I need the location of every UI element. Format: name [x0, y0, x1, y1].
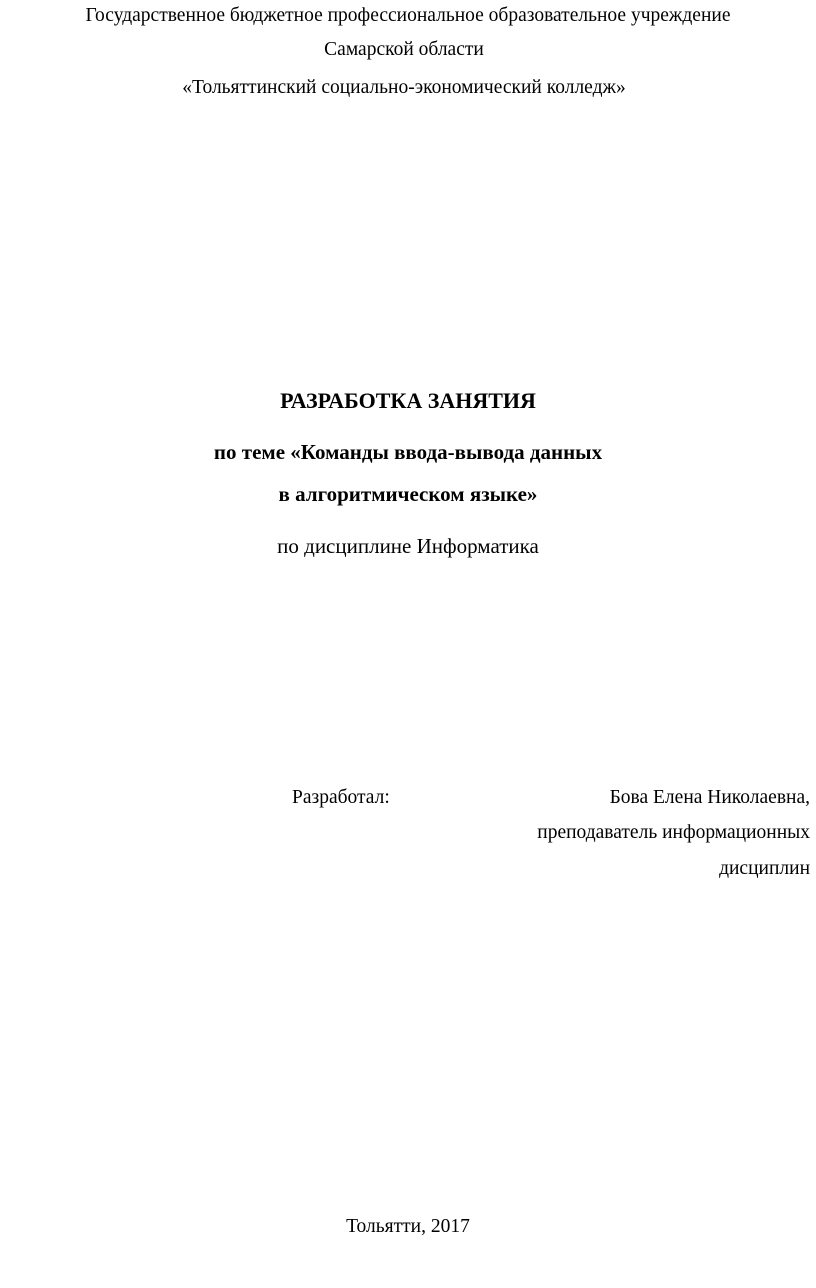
topic-line-2: в алгоритмическом языке»	[278, 482, 538, 506]
institution-name-line-3: «Тольяттинский социально-экономический колледж»	[182, 77, 626, 98]
document-title: РАЗРАБОТКА ЗАНЯТИЯ	[280, 388, 536, 413]
city-year: Тольятти, 2017	[346, 1216, 470, 1237]
author-position-line-2: дисциплин	[719, 858, 810, 879]
institution-name-line-1: Государственное бюджетное профессиональное образовательное учреждение	[85, 5, 731, 26]
topic-line-1: по теме «Команды ввода-вывода данных	[213, 440, 603, 464]
institution-name-line-2: Самарской области	[324, 39, 484, 60]
author-label: Разработал:	[292, 787, 390, 808]
author-name: Бова Елена Николаевна,	[609, 787, 810, 808]
discipline-line: по дисциплине Информатика	[277, 534, 539, 558]
author-position-line-1: преподаватель информационных	[537, 822, 810, 843]
